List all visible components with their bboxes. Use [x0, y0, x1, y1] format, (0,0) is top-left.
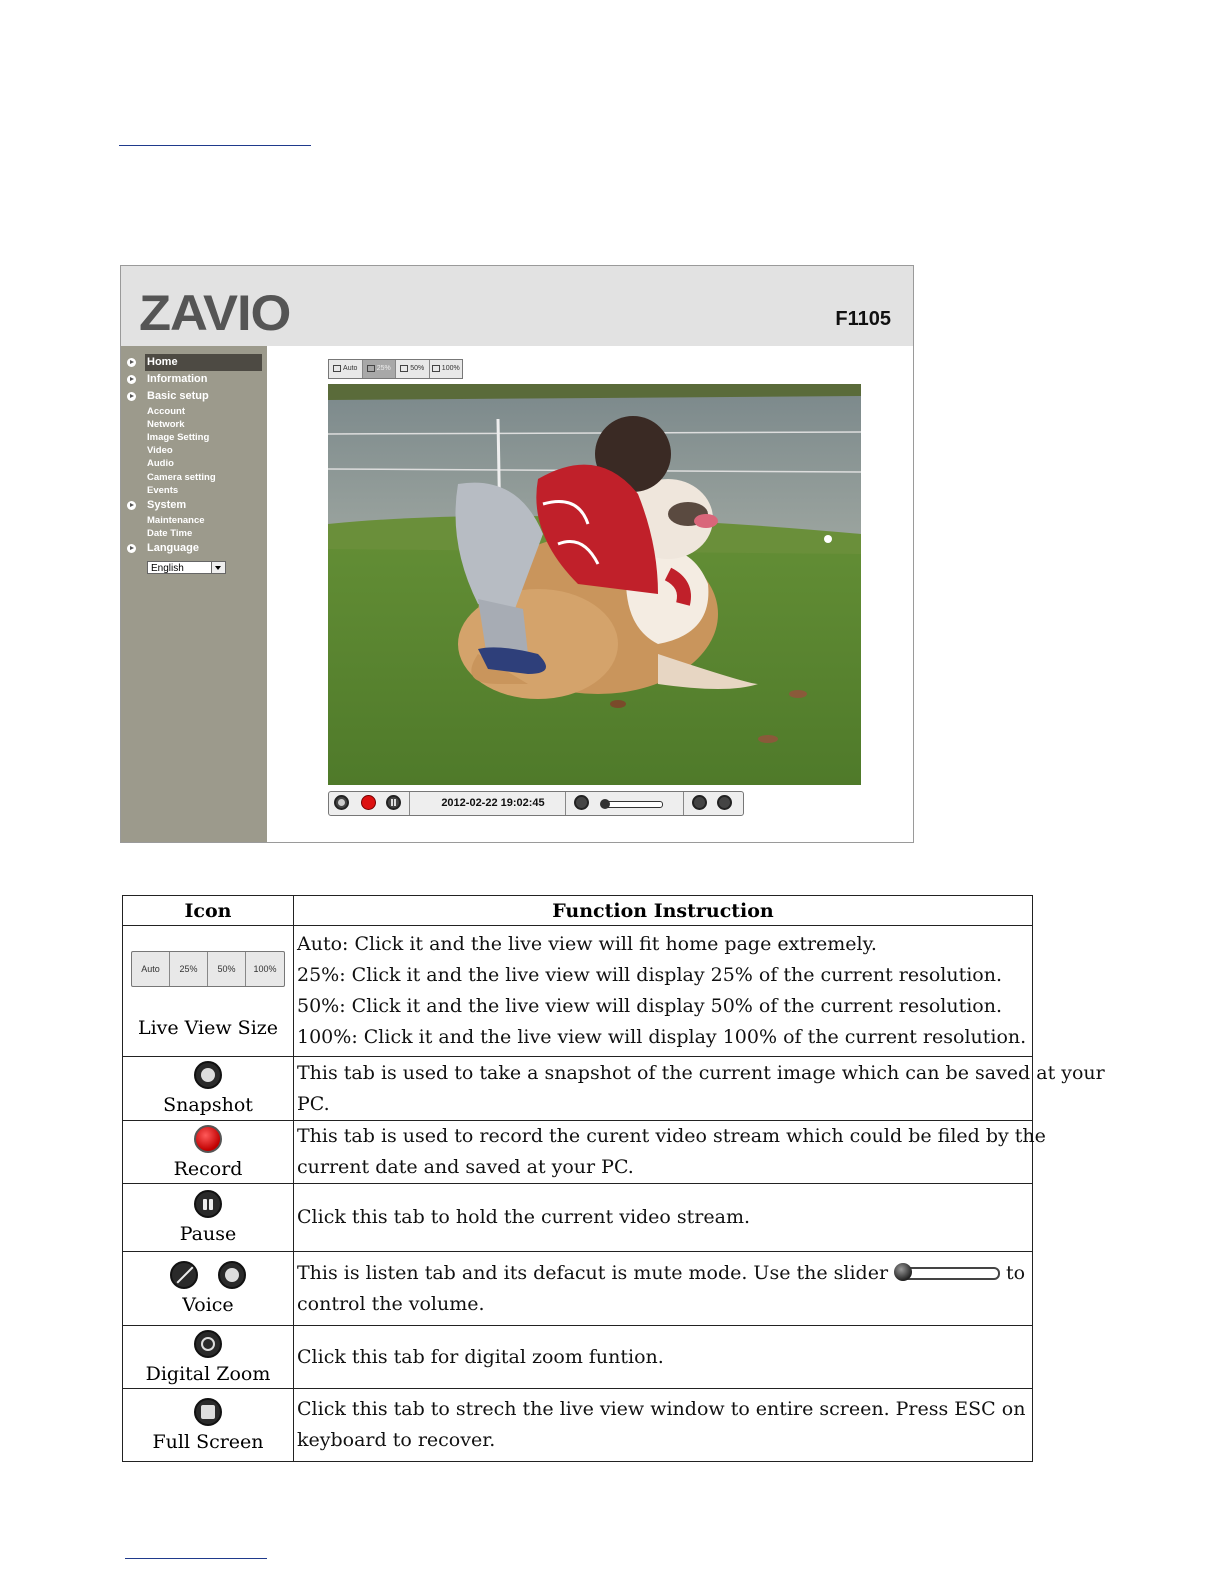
sidebar	[121, 346, 267, 842]
label-voice: Voice	[182, 1294, 234, 1316]
zoom-icon	[194, 1330, 222, 1358]
top-rule	[119, 145, 311, 146]
zoom-button[interactable]	[692, 795, 707, 810]
sidebar-sub-account[interactable]: Account	[147, 406, 185, 417]
table-header-row	[123, 896, 1033, 926]
volume-slider[interactable]	[601, 801, 663, 808]
sidebar-sub-image-setting[interactable]: Image Setting	[147, 432, 210, 443]
view-size-icon	[333, 365, 341, 372]
snapshot-button[interactable]	[334, 795, 349, 810]
table-row: Digital Zoom Click this tab for digital zoom funtion.	[123, 1326, 1033, 1389]
fullscreen-icon	[194, 1398, 222, 1426]
label-pause: Pause	[179, 1223, 237, 1245]
live-video-frame	[328, 384, 861, 785]
mute-icon	[170, 1261, 198, 1289]
live-view-size-icon: Auto 25% 50% 100%	[131, 951, 285, 987]
speaker-icon	[218, 1261, 246, 1289]
header-bar	[121, 266, 913, 346]
zavio-logo: ZAVIO	[139, 285, 291, 341]
mute-icon[interactable]	[574, 795, 589, 810]
sidebar-item-home[interactable]: Home	[127, 354, 263, 371]
bullet-icon	[127, 392, 136, 401]
sidebar-sub-network[interactable]: Network	[147, 419, 185, 430]
sidebar-item-language[interactable]: Language	[127, 540, 263, 557]
sidebar-sub-maintenance[interactable]: Maintenance	[147, 515, 205, 526]
slider-knob[interactable]	[600, 799, 610, 809]
sidebar-sub-video[interactable]: Video	[147, 445, 173, 456]
label-digital-zoom: Digital Zoom	[145, 1362, 271, 1385]
model-name: F1105	[835, 308, 891, 330]
table-row: Voice This is listen tab and its defacut is mute mode. Use the slider to control the volume.	[123, 1252, 1033, 1326]
view-size-icon	[432, 365, 440, 372]
header-function: Function Instruction	[294, 896, 1033, 926]
sidebar-item-information[interactable]: Information	[127, 371, 263, 388]
timestamp: 2012-02-22 19:02:45	[441, 797, 545, 809]
size-auto-button[interactable]: Auto	[329, 360, 363, 378]
volume-slider-icon	[896, 1267, 1000, 1280]
sidebar-sub-audio[interactable]: Audio	[147, 458, 174, 469]
record-icon	[194, 1125, 222, 1153]
table-row: Auto 25% 50% 100% Live View Size Auto: Click it and the live view will fit home page extremely. 25%: Click it and the live view will display 25% of the current resolution. 50%: Click it and the live view will display 50% of the current resolution. 100%: Click it and the live view will display 100% of the current resolution.	[123, 926, 1033, 1057]
view-size-icon	[400, 365, 408, 372]
fullscreen-button[interactable]	[717, 795, 732, 810]
size-100-button[interactable]: 100%	[430, 360, 463, 378]
size-50-button[interactable]: 50%	[396, 360, 430, 378]
table-row: Snapshot This tab is used to take a snapshot of the current image which can be saved at your PC.	[123, 1057, 1033, 1121]
function-instruction-table	[122, 895, 1105, 1462]
label-record: Record	[173, 1157, 243, 1180]
label-snapshot: Snapshot	[163, 1094, 253, 1116]
sidebar-item-basic-setup[interactable]: Basic setup	[127, 388, 263, 405]
web-ui-screenshot	[120, 265, 914, 843]
bullet-icon	[127, 375, 136, 384]
slider-knob	[894, 1263, 912, 1281]
live-video-view	[328, 384, 861, 785]
sidebar-item-system[interactable]: System	[127, 497, 263, 514]
sidebar-sub-events[interactable]: Events	[147, 485, 179, 496]
table-row: Record This tab is used to record the curent video stream which could be filed by the current date and saved at your PC.	[123, 1121, 1033, 1184]
label-live-view-size: Live View Size	[137, 1017, 279, 1039]
bullet-icon	[127, 501, 136, 510]
header-icon: Icon	[123, 896, 294, 926]
pause-icon	[194, 1190, 222, 1218]
camera-icon	[194, 1061, 222, 1089]
view-size-icon	[367, 365, 375, 372]
record-button[interactable]	[361, 795, 376, 810]
chevron-down-icon	[211, 562, 225, 573]
bullet-icon	[127, 358, 136, 367]
language-select[interactable]: English	[147, 561, 226, 574]
table-row: Pause Click this tab to hold the current video stream.	[123, 1184, 1033, 1252]
sidebar-sub-date-time[interactable]: Date Time	[147, 528, 193, 539]
pause-button[interactable]	[386, 795, 401, 810]
bottom-rule	[125, 1558, 267, 1559]
size-25-button[interactable]: 25%	[363, 360, 397, 378]
video-control-bar	[328, 791, 744, 816]
bullet-icon	[127, 544, 136, 553]
table-row: Full Screen Click this tab to strech the live view window to entire screen. Press ESC on keyboard to recover.	[123, 1389, 1033, 1462]
label-full-screen: Full Screen	[152, 1430, 264, 1453]
sidebar-sub-camera-setting[interactable]: Camera setting	[147, 472, 216, 483]
live-view-size-bar	[328, 359, 463, 379]
